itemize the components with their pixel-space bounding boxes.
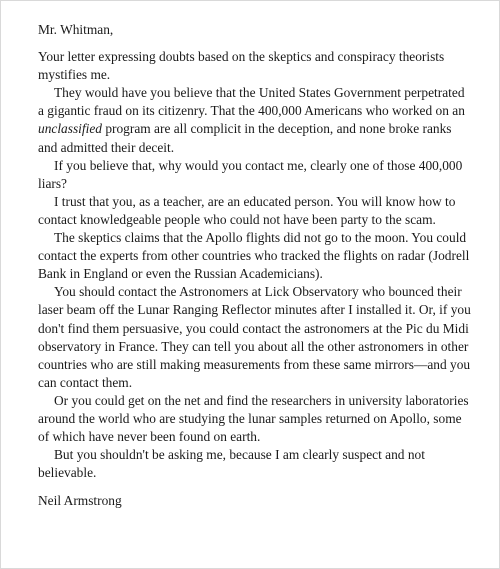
emphasis-unclassified: unclassified bbox=[38, 121, 102, 137]
paragraph-5 bbox=[38, 229, 471, 283]
paragraph-4-text: I trust that you, as a teacher, are an educated person. You will know how to contact knowledgeable people who could not have been party to the scam. bbox=[38, 193, 456, 227]
paragraph-1-text: Your letter expressing doubts based on the skeptics and conspiracy theorists mystifies me. bbox=[38, 49, 445, 83]
paragraph-1 bbox=[38, 48, 471, 84]
paragraph-8 bbox=[38, 446, 471, 482]
salutation: Mr. Whitman, bbox=[38, 22, 114, 37]
signature: Neil Armstrong bbox=[38, 493, 122, 509]
paragraph-6 bbox=[38, 283, 471, 392]
paragraph-2-text-b: program are all complicit in the deception, and none broke ranks and admitted their deceit. bbox=[38, 121, 452, 155]
paragraph-8-text: But you shouldn't be asking me, because I am clearly suspect and not believable. bbox=[38, 447, 425, 481]
paragraph-3 bbox=[38, 157, 471, 193]
paragraph-6-text: You should contact the Astronomers at Lick Observatory who bounced their laser beam off the Lunar Ranging Reflector minutes after I installed it. Or, if you don't find them persuasive, you could contact the astronomers at the Pic du Midi observatory in France. They can tell you about all the other astronomers in other countries who are still making measurements from these same mirrors—and you can contact them. bbox=[38, 284, 471, 390]
paragraph-5-text: The skeptics claims that the Apollo flights did not go to the moon. You could contact the experts from other countries who tracked the flights on radar (Jodrell Bank in England or even the Russian Academicians). bbox=[38, 230, 470, 282]
paragraph-7-text: Or you could get on the net and find the researchers in university laboratories around the world who are studying the lunar samples returned on Apollo, some of which have never been found on earth. bbox=[38, 392, 469, 445]
paragraph-7 bbox=[38, 392, 471, 446]
paragraph-2 bbox=[38, 84, 471, 156]
paragraph-3-text: If you believe that, why would you contact me, clearly one of those 400,000 liars? bbox=[38, 157, 463, 191]
letter-body bbox=[38, 21, 471, 510]
paragraph-2-text-a: They would have you believe that the United States Government perpetrated a gigantic fraud on its citizenry. That the 400,000 Americans who worked on an bbox=[38, 85, 465, 119]
paragraph-4 bbox=[38, 193, 471, 229]
